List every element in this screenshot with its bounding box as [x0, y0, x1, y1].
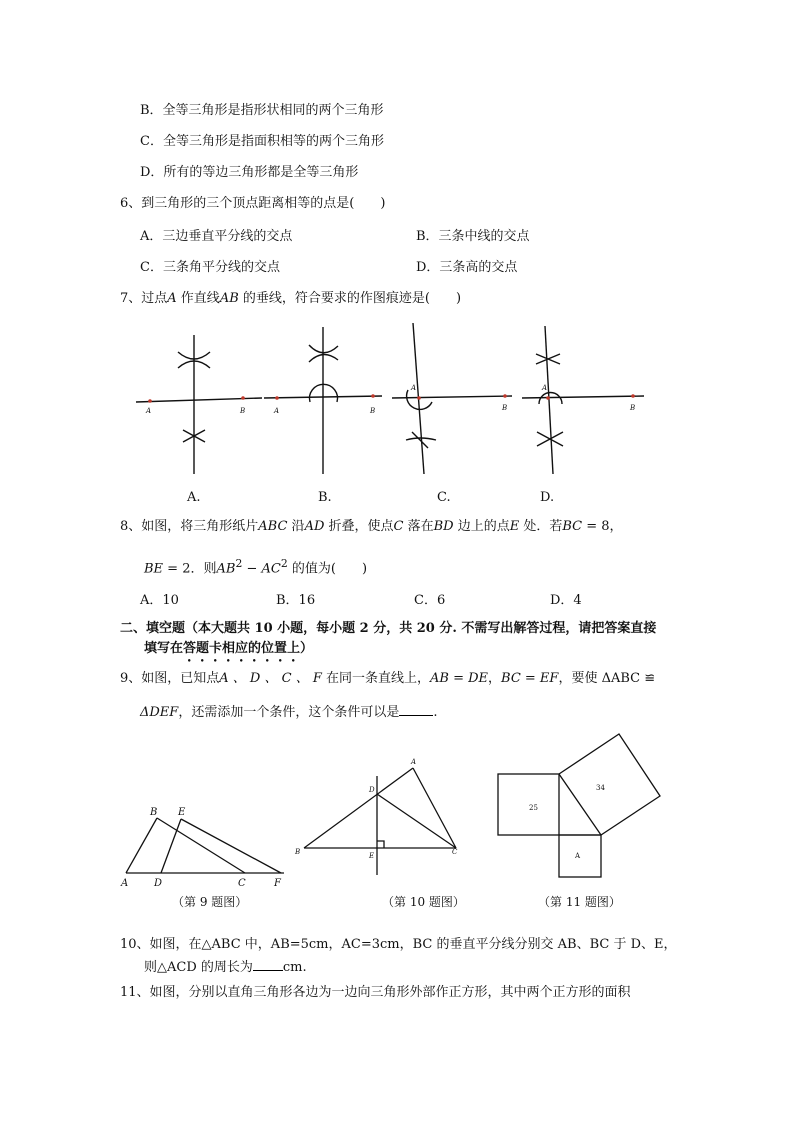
- q9-stem-line2: ΔDEF，还需添加一个条件，这个条件可以是 .: [140, 705, 438, 720]
- q7-fig-d-label-b: B: [630, 404, 636, 412]
- q8-option-b: B．16: [276, 593, 316, 608]
- q7-fig-b-label-a: A: [274, 407, 280, 415]
- q7-choice-d: D.: [540, 490, 555, 505]
- fig10-label-c: C: [452, 848, 458, 856]
- q7-fig-c-label-a: A: [411, 384, 417, 392]
- q5-option-d: D．所有的等边三角形都是全等三角形: [140, 165, 359, 180]
- section2-title-line1: 二、填空题（本大题共 10 小题，每小题 2 分，共 20 分. 不需写出解答过程，请把答案直接: [120, 621, 657, 636]
- q5-option-b: B．全等三角形是指形状相同的两个三角形: [140, 103, 384, 118]
- q10-stem-line2: 则△ACD 的周长为 cm.: [144, 960, 307, 975]
- q6-option-d: D．三条高的交点: [416, 260, 518, 275]
- q6-option-a: A．三边垂直平分线的交点: [140, 229, 293, 244]
- fig10-label-d: D: [369, 786, 375, 794]
- fig10-label-b: B: [295, 848, 301, 856]
- fig9-label-f: F: [274, 878, 281, 889]
- q8-stem-line1: 8、如图，将三角形纸片ABC 沿AD 折叠，使点C 落在BD 边上的点E 处．若BC = 8，: [120, 519, 623, 534]
- fig9-label-d: D: [154, 878, 163, 889]
- q7-fig-a-label-a: A: [146, 407, 152, 415]
- q8-stem-line2: BE = 2．则$AB^2 - AC^2$ 的值为( ): [144, 557, 368, 577]
- q9-stem-line1: 9、如图，已知点A 、 D 、 C 、 F 在同一条直线上，AB = DE，BC = EF，要使 ΔABC ≌: [120, 671, 656, 686]
- fig11-caption: （第 11 题图）: [538, 895, 621, 909]
- q7-fig-c-label-b: B: [502, 404, 508, 412]
- q7-stem: 7、过点A 作直线AB 的垂线，符合要求的作图痕迹是( ): [120, 291, 462, 306]
- q8-option-c: C．6: [414, 593, 446, 608]
- fig11-area-a: A: [575, 852, 581, 860]
- fig9-caption: （第 9 题图）: [172, 895, 248, 909]
- q7-fig-a-label-b: B: [240, 407, 246, 415]
- q11-stem-line1: 11、如图，分别以直角三角形各边为一边向三角形外部作正方形，其中两个正方形的面积: [120, 985, 631, 1000]
- fig9-label-b: B: [150, 807, 158, 818]
- q7-choice-c: C.: [437, 490, 451, 505]
- q5-option-c: C．全等三角形是指面积相等的两个三角形: [140, 134, 384, 149]
- fig10-label-a: A: [411, 758, 417, 766]
- q8-option-a: A．10: [140, 593, 179, 608]
- q6-option-b: B．三条中线的交点: [416, 229, 530, 244]
- q10-answer-blank: [253, 958, 283, 971]
- q7-fig-d-label-a: A: [542, 384, 548, 392]
- fig11-area-34: 34: [596, 784, 605, 792]
- q7-choice-a: A.: [187, 490, 201, 505]
- fig9-label-a: A: [121, 878, 129, 889]
- fig9-label-c: C: [238, 878, 246, 889]
- q8-option-d: D．4: [550, 593, 582, 608]
- fig10-caption: （第 10 题图）: [382, 895, 465, 909]
- q6-option-c: C．三条角平分线的交点: [140, 260, 280, 275]
- q7-fig-b-label-b: B: [370, 407, 376, 415]
- q10-stem-line1: 10、如图，在△ABC 中，AB=5cm，AC=3cm，BC 的垂直平分线分别交 AB、BC 于 D、E，: [120, 937, 677, 952]
- fig10-label-e: E: [369, 852, 375, 860]
- section2-title-line2: 填写在答题卡相应的位置上）: [144, 641, 314, 656]
- fig9-label-e: E: [178, 807, 186, 818]
- fig11-area-25: 25: [529, 804, 538, 812]
- q7-choice-b: B.: [318, 490, 332, 505]
- q6-stem: 6、到三角形的三个顶点距离相等的点是( ): [120, 196, 386, 211]
